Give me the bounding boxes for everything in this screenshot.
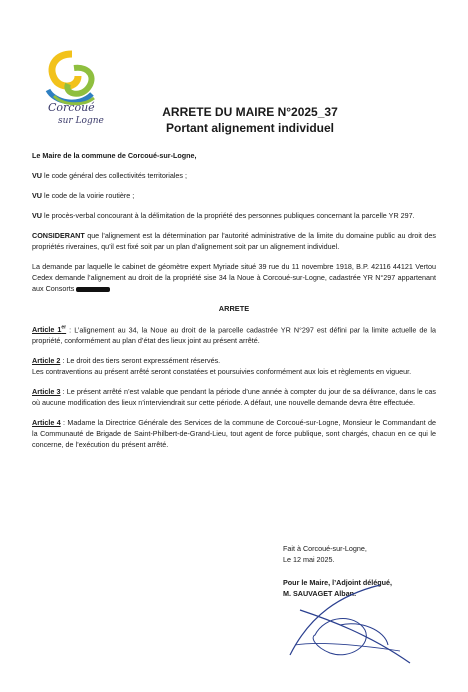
vu-text: le code de la voirie routière ; <box>42 191 135 200</box>
vu-text: le procès-verbal concourant à la délimitation de la propriété des personnes publiques concernant la parcelle YR 297. <box>42 211 415 220</box>
demande-text: La demande par laquelle le cabinet de géomètre expert Myriade situé 39 rue du 11 novembre 1918, B.P. 42116 44121 Vertou Cedex demande l’alignement au droit de la propriété sise 34 la Noue à Corcoué-sur-Logne, cadastrée YR N°297 appartenant aux Consorts <box>32 262 436 293</box>
article-1-label: Article 1er <box>32 325 67 335</box>
article-2-text: : Le droit des tiers seront expressément réservés. <box>60 356 221 366</box>
considerant-keyword: CONSIDERANT <box>32 231 85 240</box>
article-4 <box>32 417 436 450</box>
handwritten-signature <box>270 575 420 675</box>
signature-name: M. SAUVAGET Alban. <box>283 589 357 598</box>
vu-text: le code général des collectivités territoriales ; <box>42 171 188 180</box>
article-1-text: : L’alignement au 34, la Noue au droit de la parcelle cadastrée YR N°297 est défini par la limite actuelle de la propriété, conformément au plan d’état des lieux joint au présent arrêté. <box>32 325 436 346</box>
vu-paragraph-2 <box>32 190 436 201</box>
article-4-text: : Madame la Directrice Générale des Services de la commune de Corcoué-sur-Logne, Monsieur le Commandant de la Communauté de Brigade de Saint-Philbert-de-Grand-Lieu, tout agent de force publique, sont chargés, chacun en ce qui le concerne, de l’exécution du présent arrêté. <box>32 418 436 450</box>
article-2-text-2: Les contraventions au présent arrêté seront constatées et poursuivies conformément aux lois et règlements en vigueur. <box>32 367 412 377</box>
article-2-label: Article 2 <box>32 356 61 366</box>
logo-text-1: Corcoué <box>48 101 95 114</box>
considerant-text: que l’alignement est la détermination par l’autorité administrative de la limite du domaine public au droit des propriétés riveraines, qu’il est fixé soit par un plan d’alignement soit par un alignement individuel. <box>32 231 436 251</box>
signature-place-date <box>283 543 433 565</box>
considerant-paragraph <box>32 230 436 252</box>
logo-text-2: sur Logne <box>58 116 104 126</box>
signature-place: Fait à Corcoué-sur-Logne, <box>283 544 367 553</box>
article-3-label: Article 3 <box>32 387 61 397</box>
redaction-mark <box>76 287 110 292</box>
vu-keyword: VU <box>32 211 42 220</box>
vu-keyword: VU <box>32 171 42 180</box>
demande-paragraph <box>32 261 436 294</box>
article-1-sup: er <box>61 325 67 331</box>
arrete-heading: ARRETE <box>218 304 250 313</box>
logo-mark <box>34 48 118 128</box>
article-3 <box>32 386 436 408</box>
article-3-text: : Le présent arrêté n’est valable que pendant la période d’une année à compter du jour de sa délivrance, dans le cas où aucune modification des lieux n’interviendrait sur cette période. A défaut, une nouvelle demande devra être effectuée. <box>32 387 436 408</box>
document-body <box>32 150 436 459</box>
article-4-label: Article 4 <box>32 418 61 428</box>
town-logo <box>34 48 118 128</box>
signature-role: Pour le Maire, l’Adjoint délégué, <box>283 578 393 587</box>
article-2 <box>32 355 436 377</box>
vu-keyword: VU <box>32 191 42 200</box>
document-subtitle: Portant alignement individuel <box>165 121 335 135</box>
document-title: ARRETE DU MAIRE N°2025_37 <box>162 105 338 119</box>
vu-paragraph-1 <box>32 170 436 181</box>
title-block <box>150 104 350 136</box>
mayor-line: Le Maire de la commune de Corcoué-sur-Logne, <box>32 151 197 160</box>
vu-paragraph-3 <box>32 210 436 221</box>
signature-date: Le 12 mai 2025. <box>283 555 335 564</box>
article-1 <box>32 323 436 346</box>
